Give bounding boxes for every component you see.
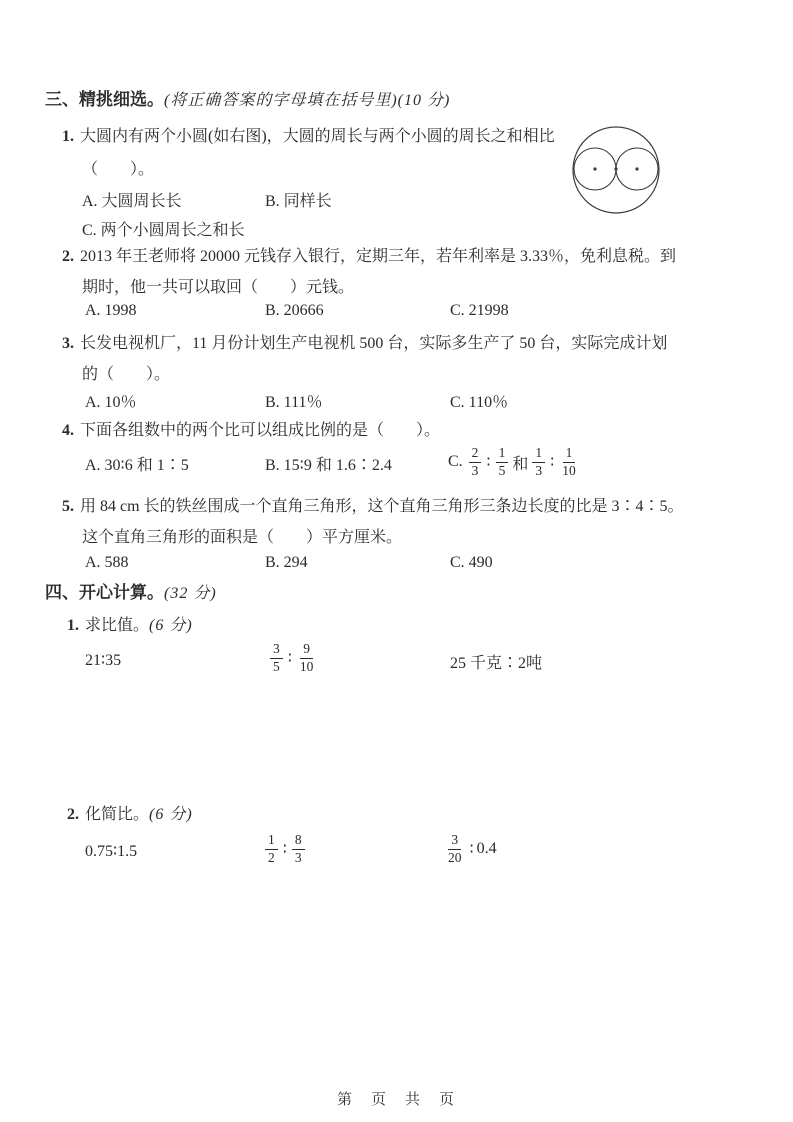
question-1-option-c: C. 两个小圆周长之和长 bbox=[82, 222, 245, 239]
fraction-8-3: $\frac{8}{3}$ bbox=[292, 832, 305, 867]
fraction-1-5: $\frac{1}{5}$ bbox=[496, 445, 509, 480]
question-2-line-2: 期时，他一共可以取回（ ）元钱。 bbox=[82, 279, 355, 296]
circles-figure bbox=[570, 124, 662, 221]
question-4-line-1 bbox=[62, 420, 440, 442]
question-5-line-1 bbox=[62, 496, 684, 518]
fraction-3-5: $\frac{3}{5}$ bbox=[270, 641, 283, 676]
question-2-text: 2013 年王老师将 20000 元钱存入银行，定期三年，若年利率是 3.33％，免利息税。到 bbox=[80, 248, 677, 265]
question-1-line-1 bbox=[62, 126, 555, 148]
question-1-line-2: （ ）。 bbox=[82, 161, 155, 178]
sub-2-number: 2. bbox=[67, 806, 79, 823]
question-4-option-b: B. 15∶9 和 1.6∶2.4 bbox=[265, 457, 392, 474]
calc-1-item-2 bbox=[268, 636, 318, 680]
question-2-line-1 bbox=[62, 246, 676, 268]
question-3-option-a: A. 10％ bbox=[85, 394, 137, 411]
calc-2-item-3-tail: 0.4 bbox=[476, 840, 497, 857]
sub-1-number: 1. bbox=[67, 617, 79, 634]
question-4-text: 下面各组数中的两个比可以组成比例的是（ ）。 bbox=[80, 422, 441, 439]
fraction-1-2: $\frac{1}{2}$ bbox=[265, 832, 278, 867]
question-5-option-c: C. 490 bbox=[450, 554, 493, 571]
section-3-title: 三、精挑细选。 bbox=[45, 90, 164, 109]
question-5-text: 用 84 cm 长的铁丝围成一个直角三角形，这个直角三角形三条边长度的比是 3∶4∶5。 bbox=[80, 498, 684, 515]
calc-1-item-3: 25 千克∶2吨 bbox=[450, 655, 543, 672]
question-2-option-b: B. 20666 bbox=[265, 302, 324, 319]
page-footer: 第 页 共 页 bbox=[336, 1092, 456, 1108]
ratio-colon: ∶ bbox=[287, 650, 292, 667]
question-2-option-c: C. 21998 bbox=[450, 302, 509, 319]
calc-2-item-2 bbox=[263, 827, 307, 871]
question-5-number: 5. bbox=[62, 498, 74, 515]
question-4-option-c bbox=[448, 438, 581, 486]
fraction-3-20: $\frac{3}{20}$ bbox=[448, 831, 462, 865]
ratio-colon: ∶ bbox=[282, 841, 287, 858]
sub-2-note: (6 分) bbox=[149, 806, 193, 823]
ratio-colon: ∶ bbox=[550, 454, 555, 471]
section-4-header bbox=[45, 581, 217, 606]
section-3-note: (将正确答案的字母填在括号里)(10 分) bbox=[164, 92, 451, 109]
question-3-option-c: C. 110％ bbox=[450, 394, 509, 411]
sub-1-label: 求比值。 bbox=[85, 617, 150, 634]
question-4-number: 4. bbox=[62, 422, 74, 439]
section-3-header bbox=[45, 88, 450, 113]
question-4-option-c-label: C. bbox=[448, 453, 463, 470]
sub-1-note: (6 分) bbox=[149, 617, 193, 634]
question-5-option-a: A. 588 bbox=[85, 554, 129, 571]
question-4-option-a: A. 30∶6 和 1∶5 bbox=[85, 457, 189, 474]
ratio-colon: ∶ bbox=[486, 454, 491, 471]
fraction-1-3: $\frac{1}{3}$ bbox=[532, 445, 545, 480]
section-4-note: (32 分) bbox=[164, 585, 217, 602]
and-separator: 和 bbox=[512, 455, 529, 473]
question-2-option-a: A. 1998 bbox=[85, 302, 137, 319]
question-1-option-b: B. 同样长 bbox=[265, 193, 332, 210]
calc-2-item-1: 0.75∶1.5 bbox=[85, 843, 138, 860]
fraction-2-3: $\frac{2}{3}$ bbox=[469, 445, 482, 480]
question-3-number: 3. bbox=[62, 335, 74, 352]
question-3-line-2: 的（ ）。 bbox=[82, 366, 171, 383]
question-3-text: 长发电视机厂，11 月份计划生产电视机 500 台，实际多生产了 50 台，实际完成计划 bbox=[80, 335, 668, 352]
question-5-option-b: B. 294 bbox=[265, 554, 308, 571]
calc-2-item-3 bbox=[443, 827, 497, 871]
question-1-option-a: A. 大圆周长长 bbox=[82, 193, 182, 210]
ratio-colon: ∶ bbox=[469, 841, 474, 858]
question-2-number: 2. bbox=[62, 248, 74, 265]
circles-figure-svg bbox=[570, 124, 662, 216]
question-1-number: 1. bbox=[62, 128, 74, 145]
question-5-line-2: 这个直角三角形的面积是（ ）平方厘米。 bbox=[82, 529, 403, 546]
question-1-text: 大圆内有两个小圆(如右图)，大圆的周长与两个小圆的周长之和相比 bbox=[80, 128, 555, 145]
section-4-sub-1 bbox=[67, 612, 193, 635]
question-3-option-b: B. 111％ bbox=[265, 394, 323, 411]
section-4-sub-2 bbox=[67, 801, 193, 824]
section-4-title: 四、开心计算。 bbox=[45, 583, 164, 602]
fraction-9-10: $\frac{9}{10}$ bbox=[299, 640, 314, 674]
fraction-1-10: $\frac{1}{10}$ bbox=[562, 444, 576, 478]
calc-1-item-1: 21∶35 bbox=[85, 652, 122, 669]
question-3-line-1 bbox=[62, 333, 667, 355]
sub-2-label: 化简比。 bbox=[85, 806, 150, 823]
